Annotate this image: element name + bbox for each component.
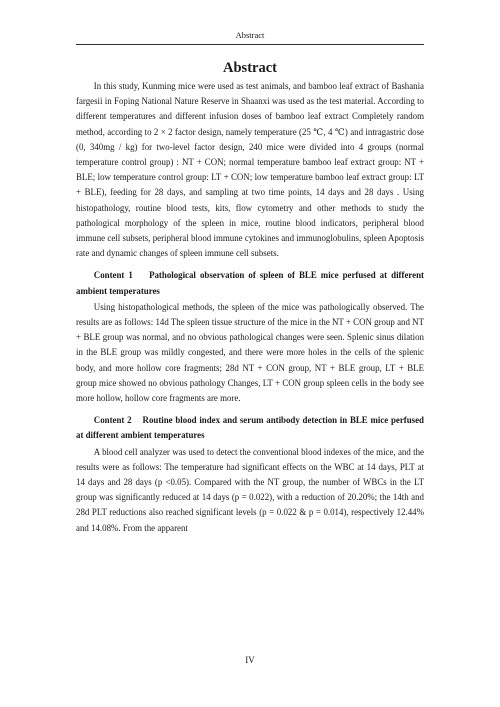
page-number: IV	[245, 655, 255, 665]
content2-heading: Content 2 Routine blood index and serum antibody detection in BLE mice perfused at different ambient temperatures	[76, 415, 424, 441]
abstract-body	[76, 79, 424, 536]
content1-paragraph: Using histopathological methods, the spleen of the mice was pathologically observed. The results are as follows: 14d The spleen tissue structure of the mice in the NT + CON group and NT + BLE group was normal, and no obvious pathological changes were seen. Splenic sinus dilation in the BLE group was mildly congested, and there were more holes in the cells of the splenic body, and more hollow core fragments; 28d NT + CON group, NT + BLE group, LT + BLE group mice showed no obvious pathology Changes, LT + CON group spleen cells in the body see more hollow, hollow core fragments are more.	[76, 301, 424, 404]
content2-paragraph: A blood cell analyzer was used to detect the conventional blood indexes of the mice, and the results were as follows: The temperature had significant effects on the WBC at 14 days, PLT at 14 days and 28 days (p <0.05). Compared with the NT group, the number of WBCs in the LT group was significantly reduced at 14 days (p = 0.022), with a reduction of 20.20%; the 14th and 28d PLT reductions also reached significant levels (p = 0.022 & p = 0.014), respectively 12.44% and 14.08%. From the apparent	[76, 446, 424, 533]
header-divider	[76, 44, 424, 45]
intro-paragraph: In this study, Kunming mice were used as test animals, and bamboo leaf extract of Bashania fargesii in Foping National Nature Reserve in Shaanxi was used as the test material. According to different temperatures and different infusion doses of bamboo leaf extract Completely random method, according to 2 × 2 factor design, namely temperature (25 ℃, 4 ℃) and intragastric dose (0, 340mg / kg) for two-level factor design, 240 mice were divided into 4 groups (normal temperature control group) : NT + CON; normal temperature bamboo leaf extract group: NT + BLE; low temperature control group: LT + CON; low temperature bamboo leaf extract group: LT + BLE), feeding for 28 days, and sampling at two time points, 14 days and 28 days . Using histopathology, routine blood tests, kits, flow cytometry and other methods to study the pathological morphology of the spleen in mice, routine blood indicators, peripheral blood immune cell subsets, peripheral blood immune cytokines and immunoglobulins, spleen Apoptosis rate and dynamic changes of spleen immune cell subsets.	[76, 81, 424, 259]
running-header: Abstract	[235, 30, 265, 40]
content1-heading: Content 1 Pathological observation of spleen of BLE mice perfused at different ambient temperatures	[76, 270, 424, 296]
page-title: Abstract	[223, 60, 277, 76]
